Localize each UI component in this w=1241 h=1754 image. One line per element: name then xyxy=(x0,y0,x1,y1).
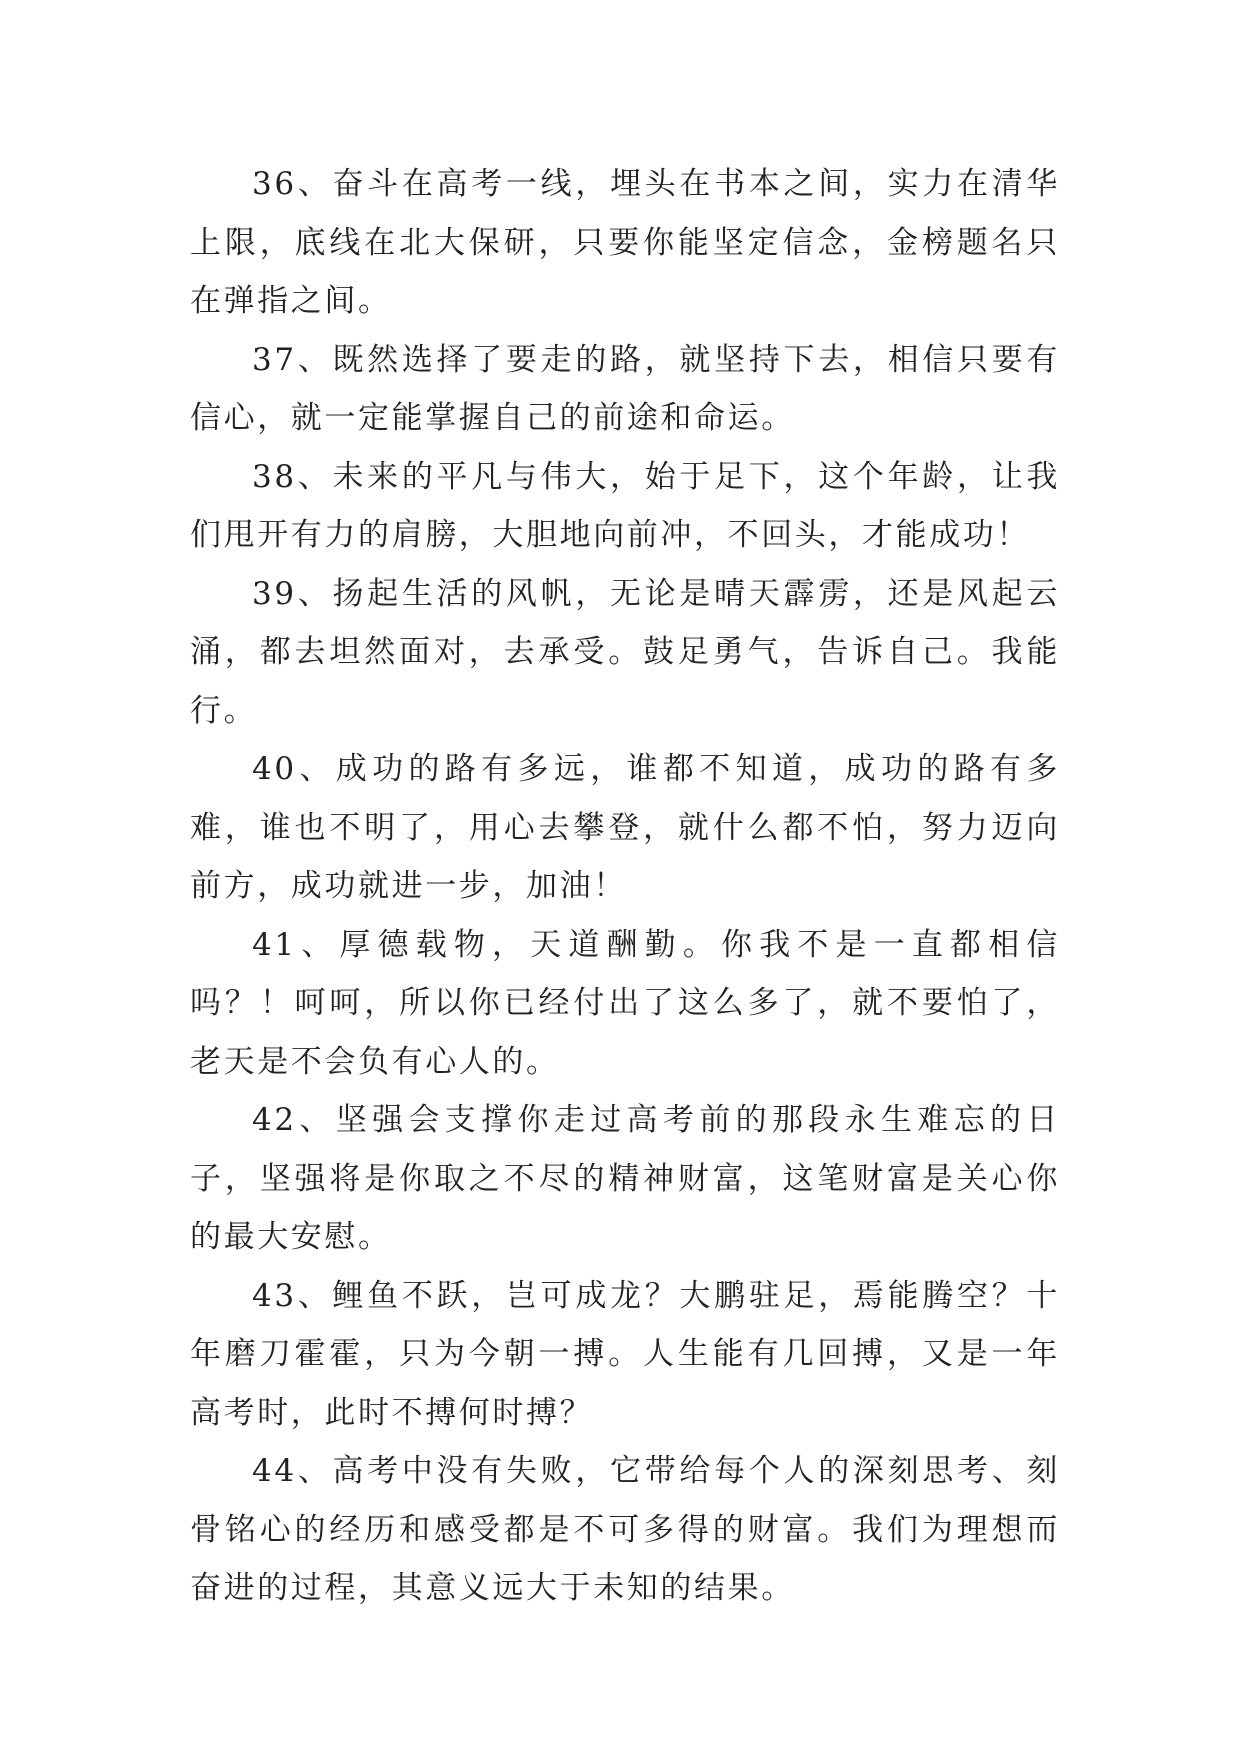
paragraph-43: 43、鲤鱼不跃，岂可成龙？大鹏驻足，焉能腾空？十年磨刀霍霍，只为今朝一搏。人生能有几回搏，又是一年高考时，此时不搏何时搏？ xyxy=(190,1277,1060,1431)
paragraph-40: 40、成功的路有多远，谁都不知道，成功的路有多难，谁也不明了，用心去攀登，就什么都不怕，努力迈向前方，成功就进一步，加油！ xyxy=(190,751,1060,904)
paragraph-41: 41、厚德载物，天道酬勤。你我不是一直都相信吗？！呵呵，所以你已经付出了这么多了，就不要怕了，老天是不会负有心人的。 xyxy=(190,926,1060,1080)
paragraph-37: 37、既然选择了要走的路，就坚持下去，相信只要有信心，就一定能掌握自己的前途和命运。 xyxy=(190,341,1060,436)
paragraph-38: 38、未来的平凡与伟大，始于足下，这个年龄，让我们甩开有力的肩膀，大胆地向前冲，不回头，才能成功！ xyxy=(190,458,1060,553)
paragraph-44: 44、高考中没有失败，它带给每个人的深刻思考、刻骨铭心的经历和感受都是不可多得的财富。我们为理想而奋进的过程，其意义远大于未知的结果。 xyxy=(190,1453,1060,1606)
paragraph-39: 39、扬起生活的风帆，无论是晴天霹雳，还是风起云涌，都去坦然面对，去承受。鼓足勇气，告诉自己。我能行。 xyxy=(190,575,1060,729)
paragraph-36: 36、奋斗在高考一线，埋头在书本之间，实力在清华上限，底线在北大保研，只要你能坚定信念，金榜题名只在弹指之间。 xyxy=(190,166,1060,319)
document-body xyxy=(190,155,1060,1618)
paragraph-42: 42、坚强会支撑你走过高考前的那段永生难忘的日子，坚强将是你取之不尽的精神财富，这笔财富是关心你的最大安慰。 xyxy=(190,1102,1060,1255)
